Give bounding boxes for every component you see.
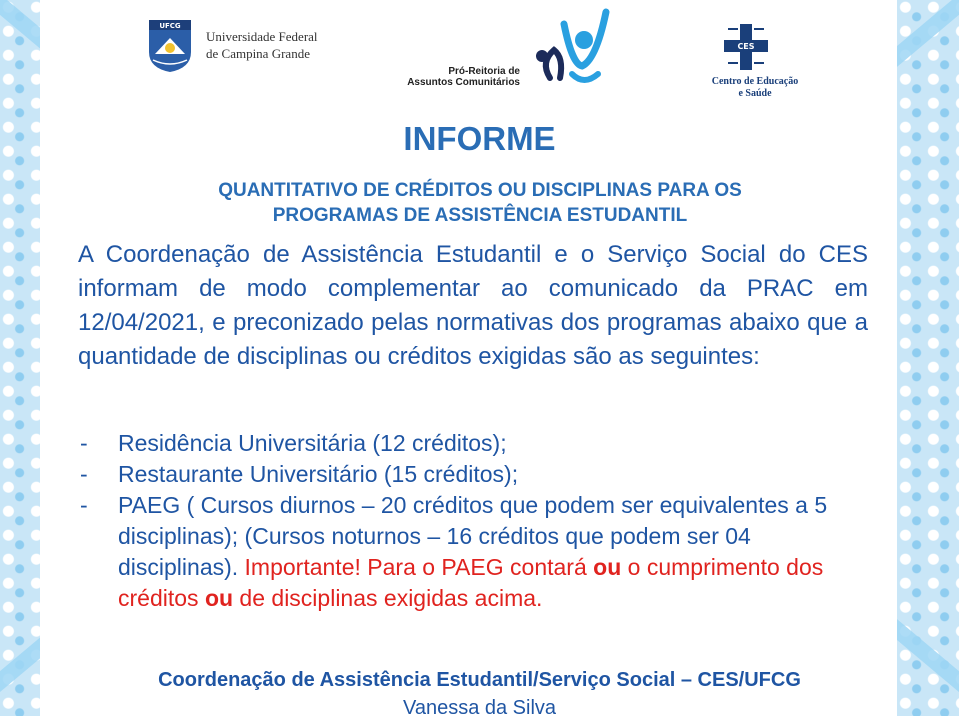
list-dash: - (80, 430, 88, 456)
ces-line-1: Centro de Educação (711, 76, 799, 87)
prac-line-2: Assuntos Comunitários (407, 77, 520, 88)
prac-name (380, 66, 520, 88)
list-item (78, 459, 868, 490)
page-title: INFORME (403, 120, 556, 157)
prac-logo (520, 4, 614, 90)
body-paragraph: A Coordenação de Assistência Estudantil e o Serviço Social do CES informam de modo complementar ao comunicado da PRAC em 12/04/2021, e preconizado pelas normativas dos programas abaixo que a quantidade de disciplinas ou créditos exigidas são as seguintes: (78, 241, 868, 370)
university-line-2: de Campina Grande (206, 46, 310, 61)
signature: Vanessa da Silva (402, 697, 557, 719)
warning-emphasis: ou (593, 554, 622, 580)
requirements-list (78, 428, 868, 614)
warning-text: o cumprimento dos créditos (118, 554, 824, 611)
list-item-text: Residência Universitária (12 créditos); (118, 430, 507, 456)
footer-department: Coordenação de Assistência Estudantil/Serviço Social – CES/UFCG (158, 669, 801, 691)
ufcg-abbr: UFCG (159, 22, 181, 30)
ces-line-2: e Saúde (738, 88, 772, 99)
prac-line-1: Pró-Reitoria de (448, 66, 520, 77)
ces-name (700, 76, 810, 100)
decorative-border-right (897, 0, 959, 716)
subtitle-line-2: PROGRAMAS DE ASSISTÊNCIA ESTUDANTIL (272, 205, 688, 226)
list-dash: - (80, 461, 88, 487)
list-item-text: Restaurante Universitário (15 créditos); (118, 461, 519, 487)
list-item-text: PAEG ( Cursos diurnos – 20 créditos que podem ser equivalentes a 5 disciplinas); (Cursos noturnos – 16 créditos que podem ser 04 disciplinas). (118, 492, 828, 580)
warning-text: Importante! Para o PAEG contará (244, 554, 594, 580)
university-name (206, 28, 318, 62)
university-line-1: Universidade Federal (206, 29, 318, 44)
ces-logo (722, 22, 770, 72)
list-item (78, 490, 868, 614)
list-dash: - (80, 492, 88, 518)
ufcg-logo (147, 18, 193, 74)
ces-abbr: CES (737, 42, 755, 51)
warning-text: de disciplinas exigidas acima. (233, 585, 543, 611)
decorative-border-left (0, 0, 40, 716)
subtitle (150, 178, 810, 228)
list-item (78, 428, 868, 459)
subtitle-line-1: QUANTITATIVO DE CRÉDITOS OU DISCIPLINAS PARA OS (218, 180, 742, 201)
warning-emphasis: ou (204, 585, 234, 611)
